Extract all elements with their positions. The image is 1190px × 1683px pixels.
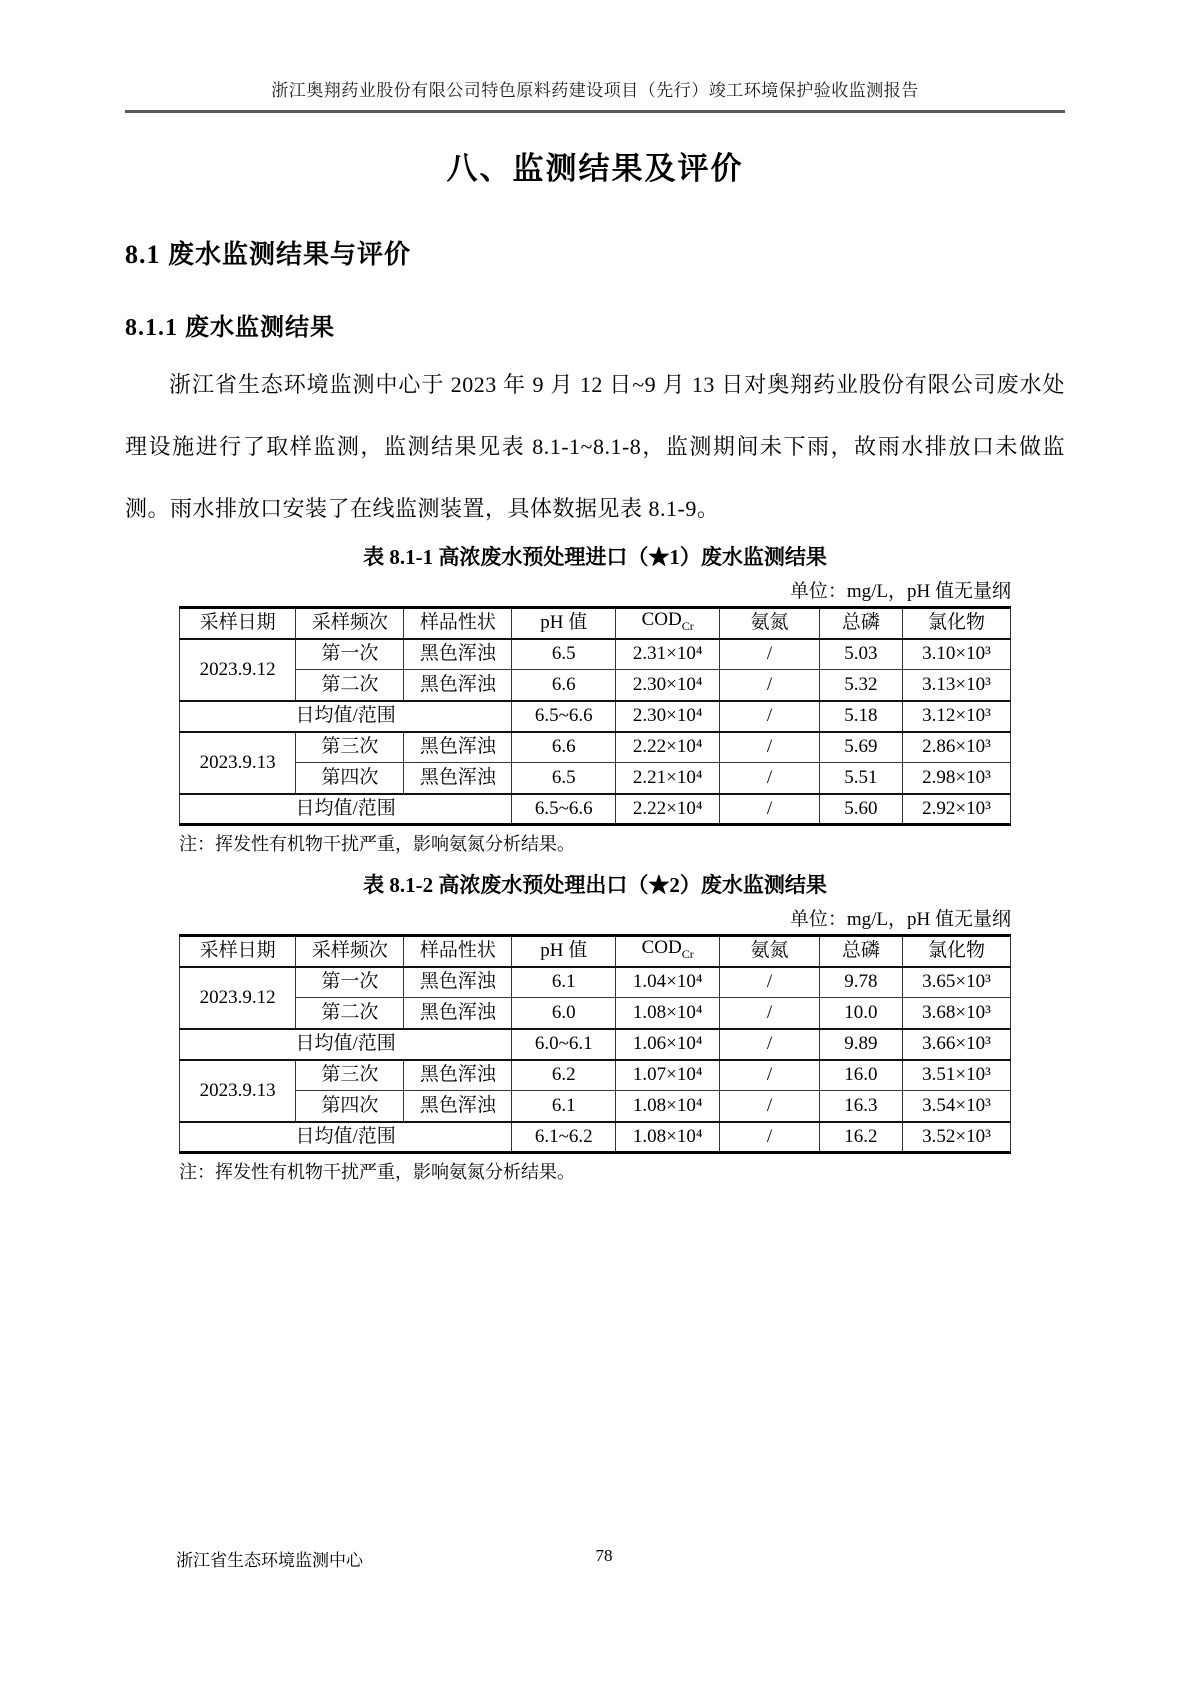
table-cell: 日均值/范围 [180, 794, 512, 825]
table-cell: 16.2 [819, 1122, 902, 1153]
column-header-appearance: 样品性状 [404, 936, 512, 967]
table-cell: 1.04×10⁴ [616, 967, 720, 998]
table-cell: 5.51 [819, 763, 902, 794]
column-header-date: 采样日期 [180, 608, 296, 639]
table-cell: 1.06×10⁴ [616, 1029, 720, 1060]
cod-label: COD [641, 609, 682, 631]
table-cell: 第二次 [296, 998, 404, 1029]
table-cell: 9.78 [819, 967, 902, 998]
table-cell: 5.60 [819, 794, 902, 825]
table-cell: / [720, 732, 820, 763]
body-paragraph: 浙江省生态环境监测中心于 2023 年 9 月 12 日~9 月 13 日对奥翔药业股份有限公司废水处理设施进行了取样监测，监测结果见表 8.1-1~8.1-8，监测期间未下雨，故雨水排放口未做监测。雨水排放口安装了在线监测装置，具体数据见表 8.1-9。 [125, 372, 1065, 521]
monitoring-table-2 [179, 934, 1011, 1154]
table-cell: 5.03 [819, 639, 902, 670]
daily-average-row [180, 701, 1011, 732]
table-cell: 3.68×10³ [902, 998, 1010, 1029]
table-cell: / [720, 1029, 820, 1060]
table-cell: 6.6 [512, 732, 616, 763]
table-cell: 6.2 [512, 1060, 616, 1091]
table-cell: 2.86×10³ [902, 732, 1010, 763]
daily-average-row [180, 794, 1011, 825]
table-cell: 3.51×10³ [902, 1060, 1010, 1091]
table-cell: 6.5 [512, 639, 616, 670]
monitoring-table-1 [179, 606, 1011, 826]
table-cell: 日均值/范围 [180, 701, 512, 732]
page-number: 78 [595, 1546, 613, 1565]
header-divider [125, 110, 1065, 113]
table-cell: 2.22×10⁴ [616, 732, 720, 763]
table-header-row [180, 608, 1011, 639]
column-header-chloride: 氯化物 [902, 936, 1010, 967]
table-cell: / [720, 998, 820, 1029]
table-cell: 第一次 [296, 967, 404, 998]
table-cell: 黑色浑浊 [404, 639, 512, 670]
table-cell: 1.07×10⁴ [616, 1060, 720, 1091]
table-cell: 黑色浑浊 [404, 998, 512, 1029]
table-cell: 黑色浑浊 [404, 670, 512, 701]
table-cell: / [720, 701, 820, 732]
column-header-ammonia: 氨氮 [720, 608, 820, 639]
table-header-row [180, 936, 1011, 967]
daily-average-row [180, 1029, 1011, 1060]
table-cell: / [720, 639, 820, 670]
table-row [180, 998, 1011, 1029]
table-row [180, 967, 1011, 998]
footer-organization: 浙江省生态环境监测中心 [176, 1551, 363, 1570]
table-row [180, 1091, 1011, 1122]
table-cell: / [720, 794, 820, 825]
cod-label: COD [641, 937, 682, 959]
table-cell: 5.18 [819, 701, 902, 732]
column-header-frequency: 采样频次 [296, 936, 404, 967]
table-cell: 6.1~6.2 [512, 1122, 616, 1153]
table-cell: 黑色浑浊 [404, 763, 512, 794]
table-cell: 5.32 [819, 670, 902, 701]
table-cell: 6.5~6.6 [512, 701, 616, 732]
table-cell: 黑色浑浊 [404, 1091, 512, 1122]
table-cell: 2.30×10⁴ [616, 670, 720, 701]
page-title: 八、监测结果及评价 [446, 151, 744, 186]
table-cell: / [720, 1122, 820, 1153]
table-cell: 6.5 [512, 763, 616, 794]
column-header-chloride: 氯化物 [902, 608, 1010, 639]
table-cell: 6.5~6.6 [512, 794, 616, 825]
subsection-heading: 8.1.1 废水监测结果 [125, 315, 335, 341]
table-cell: 1.08×10⁴ [616, 998, 720, 1029]
table-2-unit-note: 单位：mg/L，pH 值无量纲 [789, 909, 1011, 930]
column-header-ph: pH 值 [512, 936, 616, 967]
table-cell: 3.54×10³ [902, 1091, 1010, 1122]
table-cell: 1.08×10⁴ [616, 1091, 720, 1122]
table-cell: 3.52×10³ [902, 1122, 1010, 1153]
table-cell: 6.6 [512, 670, 616, 701]
table-1-block [179, 542, 1011, 856]
table-cell: 9.89 [819, 1029, 902, 1060]
table-cell: 第三次 [296, 732, 404, 763]
table-1-caption: 表 8.1-1 高浓废水预处理进口（★1）废水监测结果 [363, 545, 827, 569]
table-cell: 黑色浑浊 [404, 732, 512, 763]
table-cell: 16.3 [819, 1091, 902, 1122]
table-cell: 16.0 [819, 1060, 902, 1091]
table-cell: 6.1 [512, 967, 616, 998]
column-header-ammonia: 氨氮 [720, 936, 820, 967]
table-cell: 第三次 [296, 1060, 404, 1091]
cod-subscript: Cr [681, 619, 694, 634]
column-header-ph: pH 值 [512, 608, 616, 639]
table-cell: / [720, 1091, 820, 1122]
table-cell: 日均值/范围 [180, 1029, 512, 1060]
column-header-cod [616, 936, 720, 967]
table-cell: 黑色浑浊 [404, 967, 512, 998]
table-cell: 2023.9.13 [180, 1060, 296, 1122]
table-cell: 第一次 [296, 639, 404, 670]
table-cell: 2023.9.13 [180, 732, 296, 794]
column-header-phosphorus: 总磷 [819, 608, 902, 639]
table-cell: / [720, 967, 820, 998]
table-cell: 2.31×10⁴ [616, 639, 720, 670]
table-cell: 6.1 [512, 1091, 616, 1122]
table-cell: 第二次 [296, 670, 404, 701]
column-header-frequency: 采样频次 [296, 608, 404, 639]
table-cell: 3.10×10³ [902, 639, 1010, 670]
column-header-cod [616, 608, 720, 639]
page-header: 浙江奥翔药业股份有限公司特色原料药建设项目（先行）竣工环境保护验收监测报告 [271, 81, 919, 100]
table-row [180, 1060, 1011, 1091]
table-cell: / [720, 763, 820, 794]
table-cell: 2.21×10⁴ [616, 763, 720, 794]
column-header-appearance: 样品性状 [404, 608, 512, 639]
table-cell: 3.66×10³ [902, 1029, 1010, 1060]
table-1-unit-note: 单位：mg/L，pH 值无量纲 [789, 581, 1011, 602]
table-cell: 2.98×10³ [902, 763, 1010, 794]
table-cell: 3.13×10³ [902, 670, 1010, 701]
cod-subscript: Cr [681, 947, 694, 962]
table-row [180, 670, 1011, 701]
table-cell: 3.12×10³ [902, 701, 1010, 732]
table-cell: 6.0 [512, 998, 616, 1029]
table-cell: 3.65×10³ [902, 967, 1010, 998]
table-cell: 5.69 [819, 732, 902, 763]
table-cell: 第四次 [296, 1091, 404, 1122]
table-1-note: 注：挥发性有机物干扰严重，影响氨氮分析结果。 [179, 834, 575, 854]
table-cell: 黑色浑浊 [404, 1060, 512, 1091]
table-cell: / [720, 1060, 820, 1091]
table-cell: 2.22×10⁴ [616, 794, 720, 825]
table-cell: 6.0~6.1 [512, 1029, 616, 1060]
table-cell: 2023.9.12 [180, 967, 296, 1029]
table-cell: 第四次 [296, 763, 404, 794]
column-header-date: 采样日期 [180, 936, 296, 967]
table-2-caption: 表 8.1-2 高浓废水预处理出口（★2）废水监测结果 [363, 873, 827, 897]
table-cell: 2023.9.12 [180, 639, 296, 701]
table-cell: 2.30×10⁴ [616, 701, 720, 732]
table-cell: 10.0 [819, 998, 902, 1029]
table-row [180, 639, 1011, 670]
column-header-phosphorus: 总磷 [819, 936, 902, 967]
table-2-note: 注：挥发性有机物干扰严重，影响氨氮分析结果。 [179, 1162, 575, 1182]
daily-average-row [180, 1122, 1011, 1153]
table-2-block [179, 870, 1011, 1184]
table-cell: / [720, 670, 820, 701]
table-cell: 日均值/范围 [180, 1122, 512, 1153]
section-heading: 8.1 废水监测结果与评价 [125, 240, 412, 269]
table-row [180, 732, 1011, 763]
table-cell: 2.92×10³ [902, 794, 1010, 825]
table-cell: 1.08×10⁴ [616, 1122, 720, 1153]
table-row [180, 763, 1011, 794]
